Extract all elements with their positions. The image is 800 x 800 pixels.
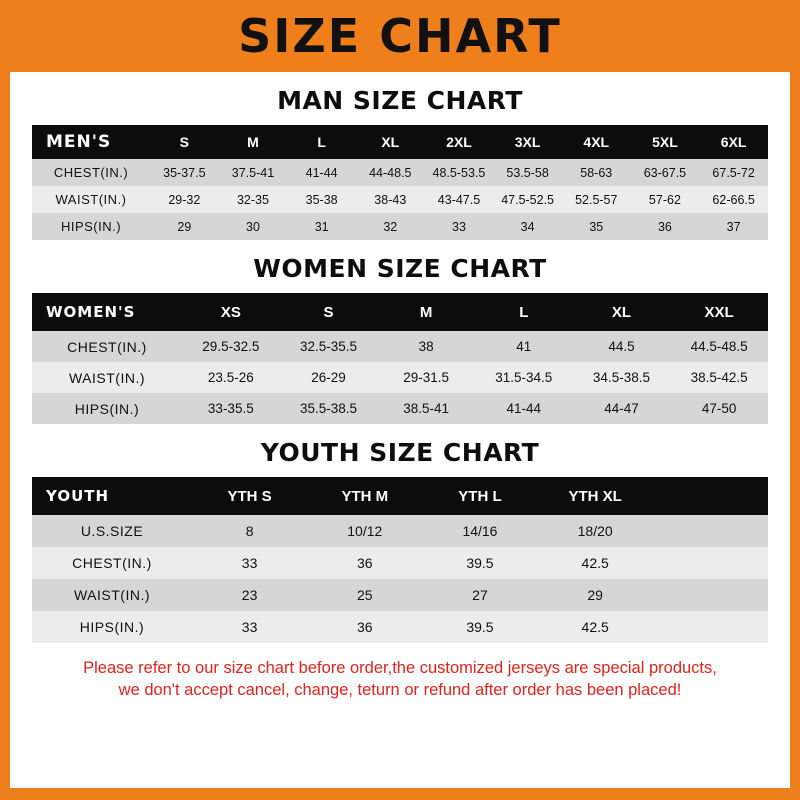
men-col-5xl: 5XL <box>631 125 700 159</box>
men-col-3xl: 3XL <box>493 125 562 159</box>
banner-title: SIZE CHART <box>238 9 562 63</box>
table-cell: 42.5 <box>538 547 653 579</box>
table-cell: 67.5-72 <box>699 159 768 186</box>
youth-col-m: YTH M <box>307 477 422 515</box>
table-cell: 31.5-34.5 <box>475 362 573 393</box>
table-cell: 38 <box>377 331 475 362</box>
women-size-table <box>32 293 768 424</box>
table-cell: 34.5-38.5 <box>573 362 671 393</box>
table-cell: 30 <box>219 213 288 240</box>
women-row-label-hips: HIPS(IN.) <box>32 393 182 424</box>
table-cell: 35-37.5 <box>150 159 219 186</box>
table-cell: 35-38 <box>287 186 356 213</box>
table-cell: 29.5-32.5 <box>182 331 280 362</box>
table-row <box>32 159 768 186</box>
table-cell: 32-35 <box>219 186 288 213</box>
table-header-row <box>32 125 768 159</box>
table-row <box>32 362 768 393</box>
men-col-6xl: 6XL <box>699 125 768 159</box>
table-cell: 36 <box>307 547 422 579</box>
women-col-xxl: XXL <box>670 293 768 331</box>
men-row-label-hips: HIPS(IN.) <box>32 213 150 240</box>
table-row <box>32 186 768 213</box>
table-cell: 47.5-52.5 <box>493 186 562 213</box>
table-cell: 32 <box>356 213 425 240</box>
youth-col-l: YTH L <box>422 477 537 515</box>
youth-col-s: YTH S <box>192 477 307 515</box>
men-col-xl: XL <box>356 125 425 159</box>
table-row <box>32 547 768 579</box>
table-cell: 31 <box>287 213 356 240</box>
youth-row-label-waist: WAIST(IN.) <box>32 579 192 611</box>
table-cell: 62-66.5 <box>699 186 768 213</box>
men-col-4xl: 4XL <box>562 125 631 159</box>
women-corner-label: WOMEN'S <box>32 293 182 331</box>
table-cell: 29 <box>150 213 219 240</box>
men-col-m: M <box>219 125 288 159</box>
men-section-title: MAN SIZE CHART <box>277 86 523 115</box>
table-cell: 39.5 <box>422 547 537 579</box>
table-cell: 53.5-58 <box>493 159 562 186</box>
table-cell: 41-44 <box>475 393 573 424</box>
table-cell: 44.5-48.5 <box>670 331 768 362</box>
table-cell: 25 <box>307 579 422 611</box>
table-row <box>32 331 768 362</box>
table-cell: 38.5-42.5 <box>670 362 768 393</box>
youth-col-empty <box>653 477 768 515</box>
table-cell: 44-47 <box>573 393 671 424</box>
table-row <box>32 213 768 240</box>
table-cell: 43-47.5 <box>425 186 494 213</box>
table-cell: 57-62 <box>631 186 700 213</box>
table-cell: 38.5-41 <box>377 393 475 424</box>
table-cell: 63-67.5 <box>631 159 700 186</box>
table-cell: 29-32 <box>150 186 219 213</box>
table-cell <box>653 515 768 547</box>
table-cell: 33 <box>192 547 307 579</box>
youth-section <box>10 438 790 643</box>
youth-size-table <box>32 477 768 643</box>
table-row <box>32 393 768 424</box>
women-col-s: S <box>280 293 378 331</box>
table-cell: 39.5 <box>422 611 537 643</box>
youth-section-title: YOUTH SIZE CHART <box>260 438 540 467</box>
table-cell: 37 <box>699 213 768 240</box>
bottom-accent-bar <box>0 788 800 800</box>
table-cell: 27 <box>422 579 537 611</box>
table-row <box>32 611 768 643</box>
women-section-title: WOMEN SIZE CHART <box>253 254 547 283</box>
table-cell: 32.5-35.5 <box>280 331 378 362</box>
men-col-2xl: 2XL <box>425 125 494 159</box>
youth-row-label-ussize: U.S.SIZE <box>32 515 192 547</box>
table-cell: 8 <box>192 515 307 547</box>
men-corner-label: MEN'S <box>32 125 150 159</box>
women-col-m: M <box>377 293 475 331</box>
men-col-l: L <box>287 125 356 159</box>
table-cell <box>653 547 768 579</box>
table-cell: 33 <box>192 611 307 643</box>
table-cell: 26-29 <box>280 362 378 393</box>
table-cell: 58-63 <box>562 159 631 186</box>
note-line-1: Please refer to our size chart before order,the customized jerseys are special products, <box>83 659 717 677</box>
table-header-row <box>32 477 768 515</box>
table-cell: 35 <box>562 213 631 240</box>
table-cell: 29-31.5 <box>377 362 475 393</box>
table-cell: 41-44 <box>287 159 356 186</box>
table-cell: 36 <box>631 213 700 240</box>
women-section <box>10 254 790 424</box>
table-cell: 34 <box>493 213 562 240</box>
table-cell: 52.5-57 <box>562 186 631 213</box>
table-cell: 33 <box>425 213 494 240</box>
youth-corner-label: YOUTH <box>32 477 192 515</box>
table-cell: 44.5 <box>573 331 671 362</box>
table-cell: 38-43 <box>356 186 425 213</box>
women-col-xl: XL <box>573 293 671 331</box>
men-row-label-chest: CHEST(IN.) <box>32 159 150 186</box>
table-cell: 18/20 <box>538 515 653 547</box>
table-cell: 47-50 <box>670 393 768 424</box>
table-cell: 10/12 <box>307 515 422 547</box>
order-policy-note <box>10 643 790 702</box>
table-cell: 35.5-38.5 <box>280 393 378 424</box>
table-cell: 42.5 <box>538 611 653 643</box>
table-cell <box>653 579 768 611</box>
table-cell <box>653 611 768 643</box>
youth-col-xl: YTH XL <box>538 477 653 515</box>
men-row-label-waist: WAIST(IN.) <box>32 186 150 213</box>
table-row <box>32 515 768 547</box>
women-row-label-waist: WAIST(IN.) <box>32 362 182 393</box>
men-size-table <box>32 125 768 240</box>
table-cell: 23.5-26 <box>182 362 280 393</box>
table-cell: 29 <box>538 579 653 611</box>
youth-row-label-hips: HIPS(IN.) <box>32 611 192 643</box>
table-row <box>32 579 768 611</box>
youth-row-label-chest: CHEST(IN.) <box>32 547 192 579</box>
table-cell: 23 <box>192 579 307 611</box>
table-cell: 44-48.5 <box>356 159 425 186</box>
table-cell: 36 <box>307 611 422 643</box>
table-cell: 14/16 <box>422 515 537 547</box>
men-col-s: S <box>150 125 219 159</box>
women-col-l: L <box>475 293 573 331</box>
banner <box>0 0 800 72</box>
table-cell: 48.5-53.5 <box>425 159 494 186</box>
table-header-row <box>32 293 768 331</box>
women-row-label-chest: CHEST(IN.) <box>32 331 182 362</box>
table-cell: 37.5-41 <box>219 159 288 186</box>
men-section <box>10 86 790 240</box>
table-cell: 33-35.5 <box>182 393 280 424</box>
table-cell: 41 <box>475 331 573 362</box>
women-col-xs: XS <box>182 293 280 331</box>
note-line-2: we don't accept cancel, change, teturn or refund after order has been placed! <box>118 681 682 700</box>
